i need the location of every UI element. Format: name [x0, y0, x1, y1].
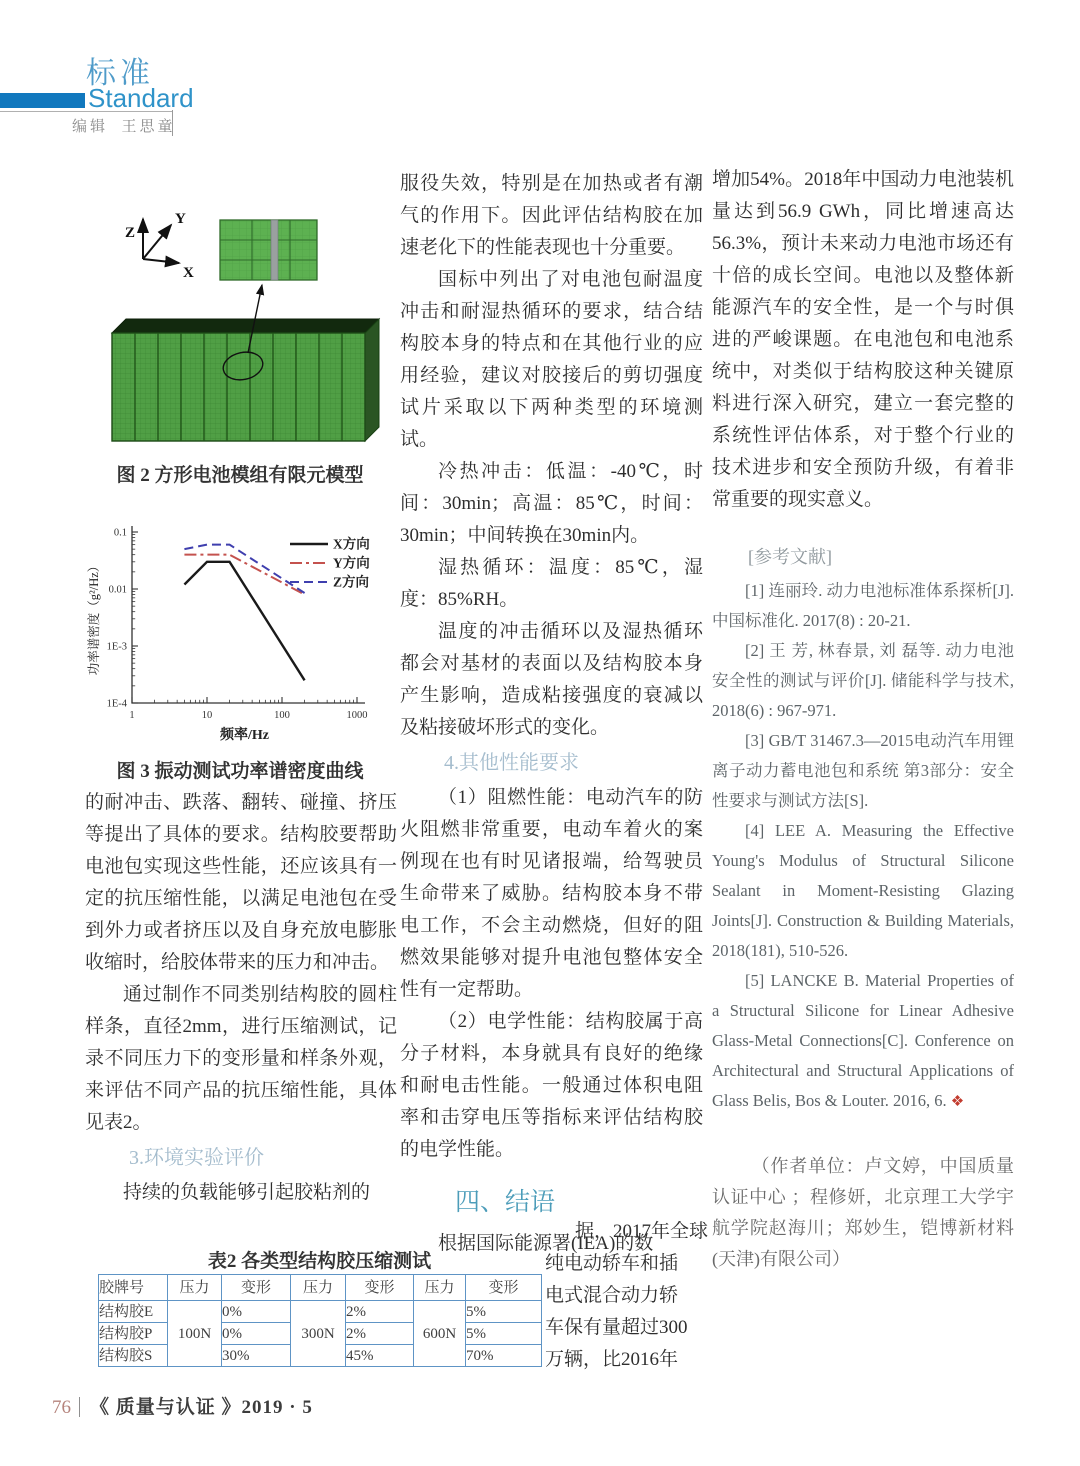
battery-module-block [112, 319, 379, 441]
col-header: 变形 [346, 1275, 414, 1301]
svg-text:10: 10 [201, 710, 213, 721]
journal-title: 《 质量与认证 》2019 · 5 [90, 1397, 313, 1418]
page-section-title-cn: 标准 [86, 57, 154, 90]
pressure-value: 300N [291, 1301, 346, 1367]
reference-item: [4] LEE A. Measuring the Effective Young's Modulus of Structural Silicone Sealant in Moment-Resisting Glazing Joints[J]. Construction & Building Materials, 2018(181), 510-526. [712, 821, 1014, 960]
table2-compression-test [98, 1274, 542, 1367]
wrapped-line: 纯电动轿车和插 [545, 1253, 679, 1274]
paragraph: 持续的负载能够引起胶粘剂的 [123, 1182, 371, 1203]
middle-column-text [400, 168, 703, 1260]
middle-column-wrapped-text [545, 1216, 710, 1376]
page-footer [52, 1392, 313, 1419]
deformation-value: 30% [222, 1345, 291, 1367]
svg-text:0.1: 0.1 [113, 527, 127, 539]
editor-credit [72, 115, 176, 136]
editor-name: 王思童 [121, 119, 176, 135]
adhesive-name: 结构胶S [99, 1345, 168, 1367]
page-number: 76 [52, 1397, 71, 1418]
deformation-value: 70% [466, 1345, 542, 1367]
editor-label: 编辑 [72, 119, 109, 135]
svg-text:1E-3: 1E-3 [106, 641, 127, 653]
svg-text:1: 1 [129, 710, 135, 721]
paragraph: 湿热循环：温度：85℃，湿度：85%RH。 [400, 557, 703, 610]
col-header: 压力 [168, 1275, 222, 1301]
footer-divider [79, 1397, 80, 1417]
deformation-value: 45% [346, 1345, 414, 1367]
compression-table [98, 1274, 542, 1367]
paragraph: 温度的冲击循环以及湿热循环都会对基材的表面以及结构胶本身产生影响，造成粘接强度的衰减以及粘接破坏形式的变化。 [400, 621, 703, 738]
author-affiliation: （作者单位：卢文婷，中国质量认证中心 ；程修妍，北京理工大学宇航学院赵海川；郑妙生，铠博新材料(天津)有限公司） [712, 1156, 1014, 1269]
svg-text:0.01: 0.01 [108, 584, 127, 596]
col-header: 变形 [222, 1275, 291, 1301]
svg-text:功率谱密度（g²/Hz）: 功率谱密度（g²/Hz） [87, 559, 101, 676]
figure2-caption: 图 2 方形电池模组有限元模型 [116, 465, 364, 486]
pressure-value: 600N [414, 1301, 466, 1367]
right-column-text [712, 164, 1014, 1275]
reference-text: [5] LANCKE B. Material Properties of a Structural Silicone for Linear Adhesive Glass-Metal Connections[C]. Conference on Architectural and Structural Applications of Glass Belis, Bos & Louter. 2016, 6. [712, 971, 1014, 1110]
pressure-value: 100N [168, 1301, 222, 1367]
col-header: 压力 [414, 1275, 466, 1301]
table2-title: 表2 各类型结构胶压缩测试 [207, 1251, 432, 1272]
page-section-title-en: Standard [88, 83, 194, 113]
deformation-value: 2% [346, 1301, 414, 1323]
section-heading-other-perf: 4.其他性能要求 [444, 752, 579, 774]
table-header-row [99, 1275, 542, 1301]
figure2-image [85, 193, 390, 453]
paragraph: 服役失效，特别是在加热或者有潮气的作用下。因此评估结构胶在加速老化下的性能表现也十分重要。 [400, 173, 703, 258]
header-vertical-rule [172, 110, 173, 136]
header-accent-bar [0, 93, 85, 108]
paragraph: 国标中列出了对电池包耐温度冲击和耐湿热循环的要求，结合结构胶本身的特点和在其他行业的应用经验，建议对胶接后的剪切强度试片采取以下两种类型的环境测试。 [400, 269, 703, 450]
svg-text:X方向: X方向 [333, 536, 370, 552]
wrapped-line: 电式混合动力轿 [545, 1285, 679, 1306]
conclusion-heading: 四、结语 [455, 1189, 556, 1216]
wrapped-line: 万辆，比2016年 [545, 1349, 679, 1370]
wrapped-line: 车保有量超过300 [545, 1317, 688, 1338]
figure3-caption: 图 3 振动测试功率谱密度曲线 [116, 761, 364, 782]
svg-text:Y方向: Y方向 [333, 555, 370, 571]
paragraph: （2）电学性能：结构胶属于高分子材料，本身就具有良好的绝缘和耐电击性能。一般通过体积电阻率和击穿电压等指标来评估结构胶的电学性能。 [400, 1011, 703, 1160]
mesh-detail-inset [220, 220, 317, 280]
paragraph: （1）阻燃性能：电动汽车的防火阻燃非常重要，电动车着火的案例现在也有时见诸报端，给驾驶员生命带来了威胁。结构胶本身不带电工作，不会主动燃烧，但好的阻燃效果能够对提升电池包整体安全性有一定帮助。 [400, 787, 703, 1000]
reference-item: [1] 连丽玲. 动力电池标准体系探析[J].中国标准化. 2017(8) : 20-21. [712, 581, 1014, 630]
paragraph: 冷热冲击：低温：-40℃，时间：30min；高温：85℃，时间：30min；中间转换在30min内。 [400, 461, 703, 546]
adhesive-name: 结构胶E [99, 1301, 168, 1323]
left-column-text [85, 787, 397, 1209]
y-axis-label: Y [175, 211, 186, 227]
deformation-value: 5% [466, 1301, 542, 1323]
coordinate-axes-icon [143, 219, 179, 263]
adhesive-name: 结构胶P [99, 1323, 168, 1345]
reference-item: [3] GB/T 31467.3—2015电动汽车用锂离子动力蓄电池包和系统 第3部分：安全性要求与测试方法[S]. [712, 731, 1014, 810]
paragraph: 根据国际能源署(IEA)的数 [438, 1233, 654, 1254]
paragraph: 的耐冲击、跌落、翻转、碰撞、挤压等提出了具体的要求。结构胶要帮助电池包实现这些性能，还应该具有一定的抗压缩性能，以满足电池包在受到外力或者挤压以及自身充放电膨胀收缩时，给胶体带来的压力和冲击。 [85, 792, 397, 973]
paragraph: 增加54%。2018年中国动力电池装机量达到56.9 GWh，同比增速高达56.3%，预计未来动力电池市场还有十倍的成长空间。电池以及整体新能源汽车的安全性，是一个与时俱进的严峻课题。在电池包和电池系统中，对类似于结构胶这种关键原料进行深入研究，建立一套完整的系统性评估体系，对于整个行业的技术进步和安全预防升级，有着非常重要的现实意义。 [712, 169, 1014, 510]
figure3-chart [85, 518, 395, 753]
col-header: 压力 [291, 1275, 346, 1301]
paragraph: 通过制作不同类别结构胶的圆柱样条，直径2mm，进行压缩测试，记录不同压力下的变形量和样条外观，来评估不同产品的抗压缩性能，具体见表2。 [85, 984, 397, 1133]
header-rule [0, 111, 172, 112]
deformation-value: 5% [466, 1323, 542, 1345]
svg-text:频率/Hz: 频率/Hz [220, 728, 269, 743]
x-axis-label: X [183, 265, 194, 281]
psd-chart-svg [85, 518, 395, 753]
svg-text:1E-4: 1E-4 [106, 698, 127, 710]
col-header: 胶牌号 [99, 1275, 168, 1301]
table-row [99, 1301, 542, 1323]
article-end-mark: ❖ [950, 1094, 965, 1110]
deformation-value: 0% [222, 1301, 291, 1323]
svg-text:Z方向: Z方向 [333, 574, 370, 590]
svg-text:1000: 1000 [346, 710, 368, 721]
reference-item [712, 966, 1014, 1117]
col-header: 变形 [466, 1275, 542, 1301]
deformation-value: 0% [222, 1323, 291, 1345]
z-axis-label: Z [125, 225, 136, 241]
reference-item: [2] 王 芳, 林春景, 刘 磊等. 动力电池安全性的测试与评价[J]. 储能科学与技术, 2018(6) : 967-971. [712, 641, 1014, 720]
deformation-value: 2% [346, 1323, 414, 1345]
references-heading: [参考文献] [748, 547, 832, 567]
figure2-fem-model [85, 193, 390, 455]
svg-text:100: 100 [274, 710, 290, 721]
section-heading-env-test: 3.环境实验评价 [129, 1147, 264, 1169]
wrapped-line: 据，2017年全球 [575, 1221, 709, 1242]
